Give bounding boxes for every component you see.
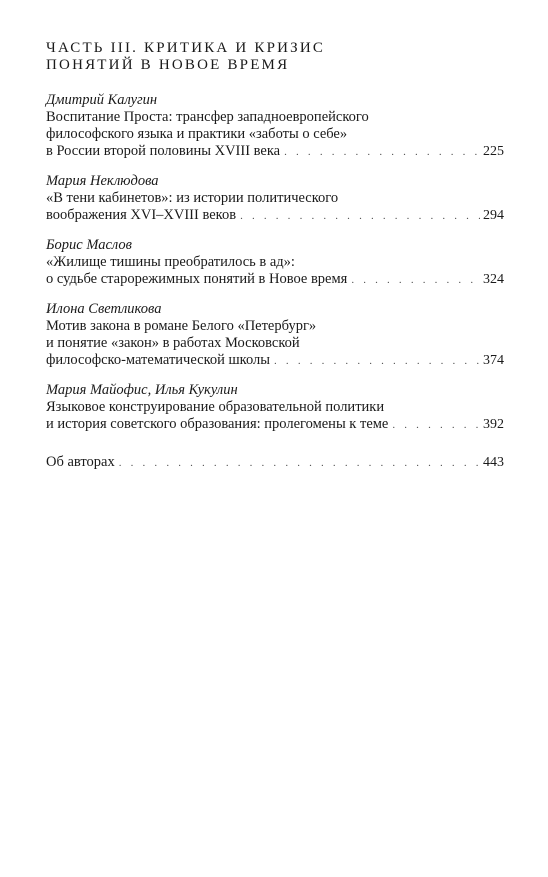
toc-entry[interactable] (46, 173, 504, 225)
entry-author: Илона Светликова (46, 301, 162, 317)
entry-title-line: и понятие «закон» в работах Московской (46, 335, 300, 351)
dot-leader (274, 353, 480, 370)
entry-page-number[interactable]: 225 (483, 144, 504, 159)
entry-title-last-line (46, 207, 504, 225)
entry-title-line: в России второй половины XVIII века (46, 143, 281, 159)
toc-entry[interactable] (46, 382, 504, 434)
entry-author: Мария Неклюдова (46, 173, 159, 189)
entry-title-line: философского языка и практики «заботы о себе» (46, 126, 348, 142)
entry-title-last-line (46, 143, 504, 161)
toc-entry[interactable] (46, 301, 504, 370)
entry-page-number[interactable]: 374 (483, 353, 504, 368)
entry-page-number[interactable]: 294 (483, 208, 504, 223)
dot-leader (392, 417, 480, 434)
dot-leader (240, 208, 480, 225)
dot-leader (351, 272, 480, 289)
entry-title-line: о судьбе старорежимных понятий в Новое время (46, 271, 348, 287)
entry-page-number[interactable]: 392 (483, 417, 504, 432)
about-authors-line (46, 454, 504, 472)
about-authors-page-number[interactable]: 443 (483, 455, 504, 470)
part-title-line-1: ЧАСТЬ III. КРИТИКА И КРИЗИС (46, 40, 326, 56)
entry-title-line: «В тени кабинетов»: из истории политического (46, 190, 339, 206)
entry-title-line: и история советского образования: пролегомены к теме (46, 416, 389, 432)
table-of-contents (46, 40, 504, 484)
entry-title-line: Мотив закона в романе Белого «Петербург» (46, 318, 317, 334)
part-title (46, 40, 504, 74)
entry-title-line: воображения XVI–XVIII веков (46, 207, 237, 223)
entry-title-last-line (46, 416, 504, 434)
toc-entry[interactable] (46, 92, 504, 161)
entry-page-number[interactable]: 324 (483, 272, 504, 287)
entry-title-last-line (46, 352, 504, 370)
entry-title-line: «Жилище тишины преобратилось в ад»: (46, 254, 295, 270)
dot-leader (119, 455, 480, 472)
entry-title-last-line (46, 271, 504, 289)
toc-entry[interactable] (46, 237, 504, 289)
about-authors-label: Об авторах (46, 454, 115, 470)
entry-title-line: Языковое конструирование образовательной политики (46, 399, 385, 415)
dot-leader (284, 144, 480, 161)
toc-entry-about-authors[interactable] (46, 454, 504, 472)
part-title-line-2: ПОНЯТИЙ В НОВОЕ ВРЕМЯ (46, 57, 290, 73)
entry-author: Борис Маслов (46, 237, 132, 253)
entry-author: Мария Майофис, Илья Кукулин (46, 382, 238, 398)
entry-title-line: Воспитание Проста: трансфер западноевропейского (46, 109, 369, 125)
entry-author: Дмитрий Калугин (46, 92, 158, 108)
entry-title-line: философско-математической школы (46, 352, 271, 368)
